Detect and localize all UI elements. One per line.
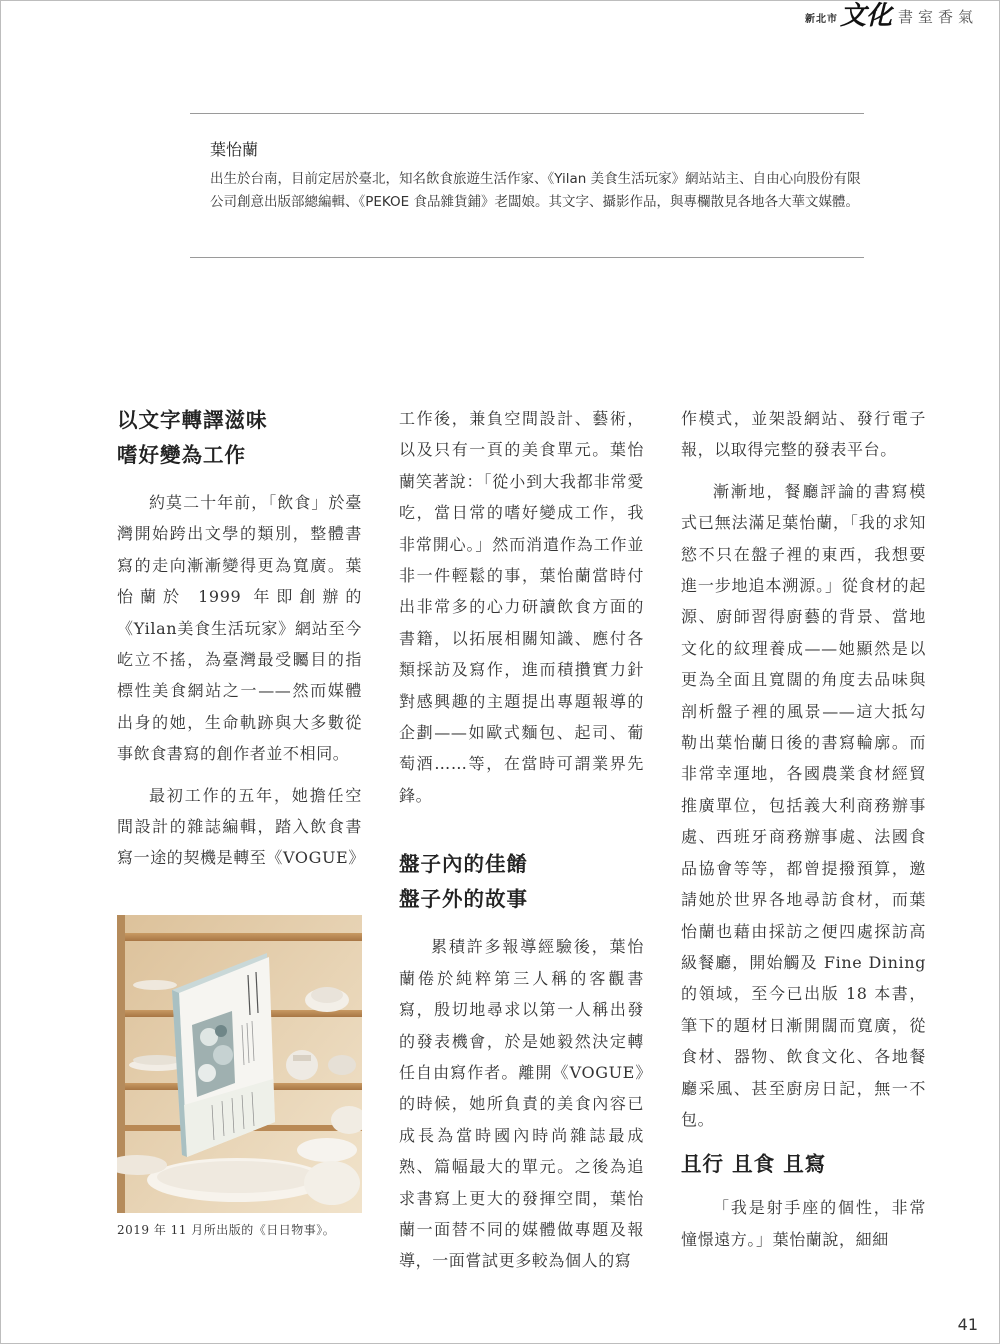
section-heading-line-2: 嗜好變為工作	[117, 443, 246, 467]
body-paragraph: 最初工作的五年，她擔任空間設計的雜誌編輯，踏入飲食書寫一途的契機是轉至《VOGUE》	[117, 785, 365, 868]
article-column-3	[681, 403, 926, 1255]
book-photo	[117, 915, 362, 1213]
body-paragraph: 「我是射手座的個性，非常憧憬遠方。」葉怡蘭說，細細	[681, 1198, 926, 1249]
author-bio: 出生於台南，目前定居於臺北，知名飲食旅遊生活作家、《Yilan 美食生活玩家》網站站主、自由心向股份有限公司創意出版部總編輯、《PEKOE 食品雜貨鋪》老闆娘。其文字、攝影作品，與專欄散見各地各大華文媒體。	[210, 171, 861, 210]
body-paragraph: 漸漸地，餐廳評論的書寫模式已無法滿足葉怡蘭，「我的求知慾不只在盤子裡的東西，我想要進一步地追本溯源。」從食材的起源、廚師習得廚藝的背景、當地文化的紋理養成——她顯然是以更為全面且寬闊的角度去品味與剖析盤子裡的風景——這大抵勾勒出葉怡蘭日後的書寫輪廓。而非常幸運地，各國農業食材經貿推廣單位，包括義大利商務辦事處、西班牙商務辦事處、法國食品協會等等，都曾提撥預算，邀請她於世界各地尋訪食材，而葉怡蘭也藉由採訪之便四處探訪高級餐廳，開始觸及 Fine Dining 的領域，至今已出版 18 本書，筆下的題材日漸開闊而寬廣，從食材、器物、飲食文化、各地餐廳采風、甚至廚房日記，無一不包。	[681, 481, 926, 1129]
section-label: 書室香氣	[897, 7, 978, 26]
page-number: 41	[957, 1315, 978, 1334]
section-heading: 且行 且食 且寫	[681, 1152, 827, 1177]
author-name: 葉怡蘭	[210, 140, 259, 159]
photo-caption: 2019 年 11 月所出版的《日日物事》。	[117, 1223, 336, 1237]
book-photo-illustration	[117, 915, 362, 1213]
new-taipei-culture-logo	[805, 3, 892, 29]
article-column-2	[399, 403, 644, 1277]
page-header	[805, 0, 978, 32]
body-paragraph: 約莫二十年前，「飲食」於臺灣開始跨出文學的類別，整體書寫的走向漸漸變得更為寬廣。葉怡蘭於 1999 年即創辦的《Yilan美食生活玩家》網站至今屹立不搖，為臺灣最受矚目的指標性美食網站之一——然而媒體出身的她，生命軌跡與大多數從事飲食書寫的創作者並不相同。	[117, 493, 362, 764]
logo-big-text: 文化	[839, 1, 892, 31]
section-heading-line-1: 以文字轉譯滋味	[117, 408, 268, 432]
body-paragraph: 作模式，並架設網站、發行電子報，以取得完整的發表平台。	[681, 409, 926, 460]
section-heading-line-2: 盤子外的故事	[399, 887, 528, 912]
article-column-1	[117, 403, 365, 874]
bio-top-rule	[190, 113, 864, 114]
bio-bottom-rule	[190, 257, 864, 258]
logo-small-text: 新北市	[804, 14, 838, 25]
body-paragraph: 累積許多報導經驗後，葉怡蘭倦於純粹第三人稱的客觀書寫，殷切地尋求以第一人稱出發的發表機會，於是她毅然決定轉任自由寫作者。離開《VOGUE》的時候，她所負責的美食內容已成長為當時國內時尚雜誌最成熟、篇幅最大的單元。之後為追求書寫上更大的發揮空間，葉怡蘭一面替不同的媒體做專題及報導，一面嘗試更多較為個人的寫	[399, 937, 644, 1271]
body-paragraph: 工作後，兼負空間設計、藝術，以及只有一頁的美食單元。葉怡蘭笑著說：「從小到大我都非常愛吃，當日常的嗜好變成工作，我非常開心。」然而消遣作為工作並非一件輕鬆的事，葉怡蘭當時付出非常多的心力研讀飲食方面的書籍，以拓展相關知識、應付各類採訪及寫作，進而積攢實力針對感興趣的主題提出專題報導的企劃——如歐式麵包、起司、葡萄酒……等，在當時可謂業界先鋒。	[399, 409, 644, 805]
section-heading-line-1: 盤子內的佳餚	[399, 852, 528, 877]
